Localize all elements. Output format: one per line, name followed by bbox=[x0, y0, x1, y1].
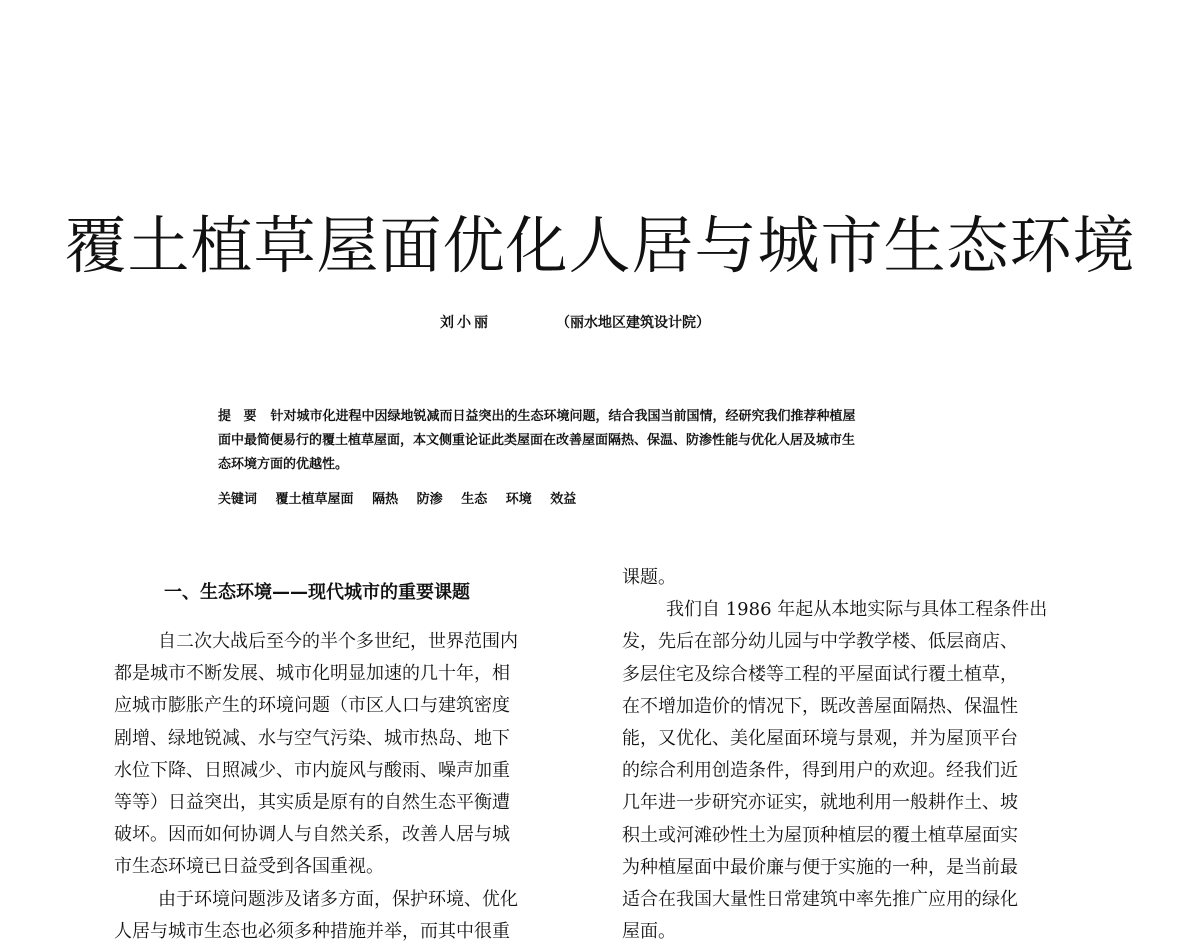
paragraph-line: 由于环境问题涉及诸多方面，保护环境、优化 bbox=[158, 888, 518, 910]
right-column bbox=[622, 562, 1092, 948]
abstract-text: 针对城市化进程中因绿地锐减而日益突出的生态环境问题，结合我国当前国情，经研究我们推荐种植屋 bbox=[270, 409, 856, 424]
paragraph-line: 发，先后在部分幼儿园与中学教学楼、低层商店、 bbox=[622, 631, 1018, 653]
paragraph-line: 课题。 bbox=[622, 567, 676, 588]
abstract-line: 面中最简便易行的覆土植草屋面，本文侧重论证此类屋面在改善屋面隔热、保温、防渗性能与优化人居及城市生 bbox=[218, 433, 856, 448]
paragraph-line: 剧增、绿地锐减、水与空气污染、城市热岛、地下 bbox=[114, 727, 510, 749]
paragraph-line: 在不增加造价的情况下，既改善屋面隔热、保温性 bbox=[622, 695, 1018, 717]
keywords-label: 关键词 bbox=[218, 492, 258, 507]
abstract-label: 提 要 bbox=[218, 409, 261, 424]
abstract bbox=[218, 405, 1008, 477]
section-heading: 一、生态环境——现代城市的重要课题 bbox=[164, 582, 470, 603]
keyword: 防渗 bbox=[416, 492, 443, 507]
paragraph-line: 应城市膨胀产生的环境问题（市区人口与建筑密度 bbox=[114, 695, 510, 717]
abstract-line bbox=[218, 405, 1008, 429]
paragraph-line: 为种植屋面中最价廉与便于实施的一种，是当前最 bbox=[622, 856, 1018, 878]
paragraph-line: 破坏。因而如何协调人与自然关系，改善人居与城 bbox=[114, 824, 510, 846]
paragraph-line: 屋面。 bbox=[622, 921, 676, 943]
keyword: 生态 bbox=[461, 492, 488, 507]
paragraph-line: 几年进一步研究亦证实，就地利用一般耕作土、坡 bbox=[622, 792, 1018, 814]
paragraph-line: 等等）日益突出，其实质是原有的自然生态平衡遭 bbox=[114, 791, 510, 813]
keyword: 环境 bbox=[505, 492, 532, 507]
paragraph-line: 人居与城市生态也必须多种措施并举，而其中很重 bbox=[114, 920, 510, 942]
keyword: 效益 bbox=[550, 492, 577, 507]
keyword: 覆土植草屋面 bbox=[275, 492, 354, 507]
author-affiliation: （丽水地区建筑设计院） bbox=[556, 315, 710, 331]
paragraph-line: 自二次大战后至今的半个多世纪，世界范围内 bbox=[158, 631, 518, 652]
left-column bbox=[114, 626, 584, 948]
author-name: 刘小丽 bbox=[440, 315, 491, 331]
keywords bbox=[218, 488, 576, 507]
paragraph-line: 都是城市不断发展、城市化明显加速的几十年，相 bbox=[114, 663, 510, 685]
paragraph-line: 积土或河滩砂性土为屋顶种植层的覆土植草屋面实 bbox=[622, 824, 1018, 846]
keyword: 隔热 bbox=[372, 492, 399, 507]
paragraph-line: 我们自 1986 年起从本地实际与具体工程条件出 bbox=[666, 599, 1048, 621]
paragraph-line: 水位下降、日照减少、市内旋风与酸雨、噪声加重 bbox=[114, 759, 510, 781]
paragraph-line: 市生态环境已日益受到各国重视。 bbox=[114, 856, 384, 878]
paragraph-line: 能，又优化、美化屋面环境与景观，并为屋顶平台 bbox=[622, 727, 1018, 749]
paragraph-line: 适合在我国大量性日常建筑中率先推广应用的绿化 bbox=[622, 888, 1018, 910]
abstract-line: 态环境方面的优越性。 bbox=[218, 457, 349, 472]
paragraph-line: 多层住宅及综合楼等工程的平屋面试行覆土植草， bbox=[622, 663, 1018, 685]
paper-title: 覆土植草屋面优化人居与城市生态环境 bbox=[64, 209, 1136, 282]
paragraph-line: 的综合利用创造条件，得到用户的欢迎。经我们近 bbox=[622, 760, 1018, 782]
